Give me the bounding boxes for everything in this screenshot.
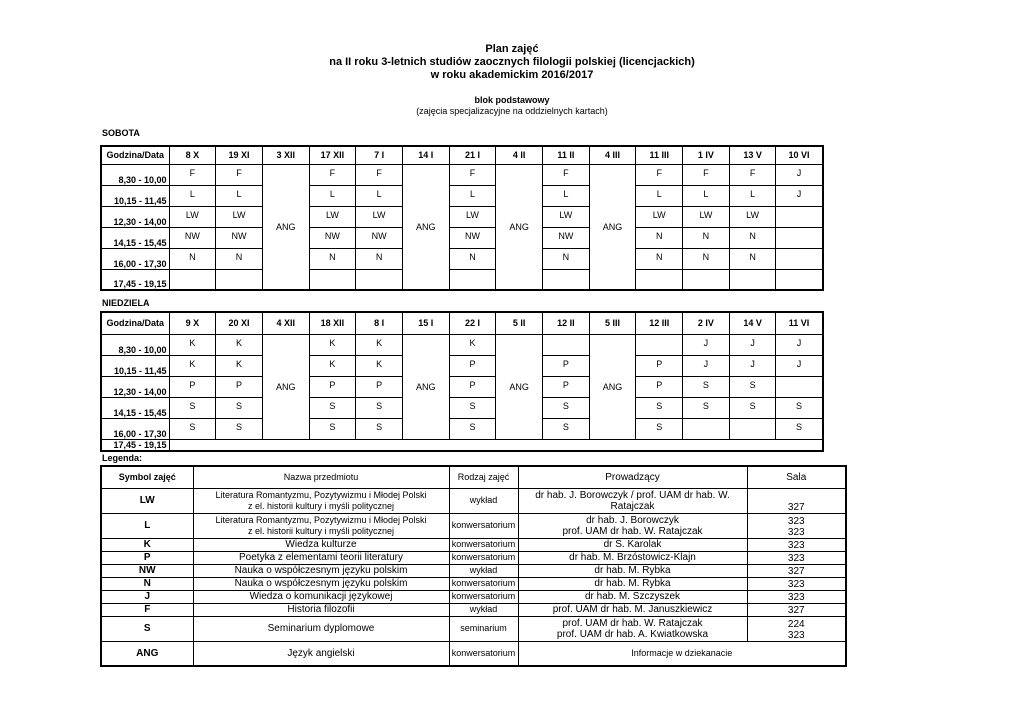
schedule-cell: K bbox=[169, 334, 216, 355]
ang-cell: ANG bbox=[402, 334, 449, 439]
legend-teacher: Informacje w dziekanacie bbox=[518, 641, 846, 666]
doc-title: Plan zajęć bbox=[485, 43, 539, 55]
schedule-cell bbox=[776, 376, 823, 397]
time-cell: 16,00 - 17,30 bbox=[101, 248, 169, 269]
schedule-cell bbox=[449, 269, 496, 290]
block-note: (zajęcia specjalizacyjne na oddzielnych kartach) bbox=[416, 106, 608, 116]
table-row bbox=[101, 227, 823, 248]
schedule-cell: K bbox=[309, 355, 356, 376]
header-row bbox=[101, 146, 823, 164]
legend-teacher: dr S. Karolak bbox=[518, 538, 747, 551]
legend-name bbox=[193, 488, 449, 513]
schedule-cell: S bbox=[169, 418, 216, 439]
schedule-cell: K bbox=[216, 334, 263, 355]
date-header: 11 II bbox=[543, 146, 590, 164]
legend-row bbox=[101, 590, 846, 603]
legend-row bbox=[101, 564, 846, 577]
schedule-cell: L bbox=[729, 185, 776, 206]
schedule-cell: S bbox=[729, 376, 776, 397]
schedule-cell bbox=[636, 269, 683, 290]
schedule-cell: F bbox=[309, 164, 356, 185]
schedule-cell: LW bbox=[216, 206, 263, 227]
legend-type: konwersatorium bbox=[449, 590, 518, 603]
date-header: 21 I bbox=[449, 146, 496, 164]
schedule-cell: P bbox=[449, 355, 496, 376]
schedule-cell: P bbox=[636, 376, 683, 397]
legend-type: konwersatorium bbox=[449, 551, 518, 564]
date-header: 20 XI bbox=[216, 312, 263, 334]
schedule-cell: J bbox=[776, 185, 823, 206]
schedule-cell: S bbox=[776, 397, 823, 418]
legend-name: Nauka o współczesnym języku polskim bbox=[193, 577, 449, 590]
schedule-cell bbox=[636, 334, 683, 355]
schedule-cell: J bbox=[683, 355, 730, 376]
niedziela-label: NIEDZIELA bbox=[102, 298, 150, 308]
schedule-cell: P bbox=[356, 376, 403, 397]
schedule-cell: J bbox=[683, 334, 730, 355]
legend-header: Sala bbox=[747, 466, 846, 488]
schedule-cell: N bbox=[729, 227, 776, 248]
legend-symbol: J bbox=[101, 590, 193, 603]
legend-teacher bbox=[518, 616, 747, 641]
legend-teacher bbox=[518, 488, 747, 513]
legend-label: Legenda: bbox=[102, 453, 143, 463]
schedule-cell: N bbox=[449, 248, 496, 269]
time-cell: 12,30 - 14,00 bbox=[101, 206, 169, 227]
date-header: 13 V bbox=[729, 146, 776, 164]
corner-header: Godzina/Data bbox=[101, 146, 169, 164]
schedule-cell: F bbox=[449, 164, 496, 185]
schedule-cell: S bbox=[636, 397, 683, 418]
date-header: 8 I bbox=[356, 312, 403, 334]
legend-row bbox=[101, 538, 846, 551]
legend-room: 323 bbox=[747, 551, 846, 564]
legend-symbol: L bbox=[101, 513, 193, 538]
legend-row bbox=[101, 551, 846, 564]
schedule-cell: N bbox=[216, 248, 263, 269]
schedule-cell bbox=[356, 269, 403, 290]
time-cell: 8,30 - 10,00 bbox=[101, 334, 169, 355]
schedule-cell bbox=[543, 269, 590, 290]
legend-symbol: K bbox=[101, 538, 193, 551]
schedule-cell: NW bbox=[216, 227, 263, 248]
date-header: 15 I bbox=[402, 312, 449, 334]
legend-row bbox=[101, 513, 846, 538]
legend-type: seminarium bbox=[449, 616, 518, 641]
legend-symbol: F bbox=[101, 603, 193, 616]
date-header: 3 XII bbox=[262, 146, 309, 164]
ang-cell: ANG bbox=[402, 164, 449, 290]
schedule-cell: K bbox=[449, 334, 496, 355]
legend-row bbox=[101, 577, 846, 590]
legend-name: Wiedza o komunikacji językowej bbox=[193, 590, 449, 603]
time-cell: 10,15 - 11,45 bbox=[101, 185, 169, 206]
legend-symbol: S bbox=[101, 616, 193, 641]
schedule-cell bbox=[776, 206, 823, 227]
schedule-cell: F bbox=[543, 164, 590, 185]
table-row bbox=[101, 376, 823, 397]
schedule-cell: F bbox=[636, 164, 683, 185]
schedule-cell: S bbox=[356, 397, 403, 418]
legend-type: konwersatorium bbox=[449, 641, 518, 666]
legend-room: 323 bbox=[747, 538, 846, 551]
table-row bbox=[101, 248, 823, 269]
schedule-cell: J bbox=[776, 164, 823, 185]
schedule-cell: F bbox=[216, 164, 263, 185]
schedule-cell: LW bbox=[683, 206, 730, 227]
legend-name: Język angielski bbox=[193, 641, 449, 666]
schedule-cell: K bbox=[356, 355, 403, 376]
legend-teacher-line: prof. UAM dr hab. W. Ratajczak bbox=[562, 525, 703, 537]
ang-cell: ANG bbox=[262, 164, 309, 290]
ang-cell: ANG bbox=[262, 334, 309, 439]
date-header: 4 XII bbox=[262, 312, 309, 334]
legend-row bbox=[101, 616, 846, 641]
legend-name: Seminarium dyplomowe bbox=[193, 616, 449, 641]
schedule-cell bbox=[543, 334, 590, 355]
date-header: 8 X bbox=[169, 146, 216, 164]
schedule-cell: L bbox=[309, 185, 356, 206]
schedule-cell: L bbox=[543, 185, 590, 206]
schedule-cell: J bbox=[776, 355, 823, 376]
legend-row bbox=[101, 488, 846, 513]
schedule-cell: P bbox=[169, 376, 216, 397]
schedule-cell: F bbox=[169, 164, 216, 185]
legend-name: Historia filozofii bbox=[193, 603, 449, 616]
schedule-cell: L bbox=[216, 185, 263, 206]
schedule-cell: N bbox=[636, 227, 683, 248]
schedule-cell: LW bbox=[543, 206, 590, 227]
legend-room bbox=[747, 513, 846, 538]
schedule-cell: LW bbox=[169, 206, 216, 227]
schedule-cell: L bbox=[356, 185, 403, 206]
schedule-cell: S bbox=[309, 397, 356, 418]
schedule-cell: S bbox=[683, 376, 730, 397]
legend-name: Wiedza kulturze bbox=[193, 538, 449, 551]
legend-header: Nazwa przedmiotu bbox=[193, 466, 449, 488]
date-header: 11 VI bbox=[776, 312, 823, 334]
schedule-cell: LW bbox=[449, 206, 496, 227]
date-header: 11 III bbox=[636, 146, 683, 164]
schedule-cell: F bbox=[683, 164, 730, 185]
schedule-cell bbox=[776, 248, 823, 269]
time-cell: 14,15 - 15,45 bbox=[101, 227, 169, 248]
schedule-cell: L bbox=[636, 185, 683, 206]
date-header: 18 XII bbox=[309, 312, 356, 334]
table-row bbox=[101, 269, 823, 290]
schedule-cell: N bbox=[543, 248, 590, 269]
schedule-cell: S bbox=[776, 418, 823, 439]
schedule-cell: NW bbox=[543, 227, 590, 248]
date-header: 12 II bbox=[543, 312, 590, 334]
time-cell: 8,30 - 10,00 bbox=[101, 164, 169, 185]
schedule-cell: K bbox=[309, 334, 356, 355]
schedule-cell bbox=[729, 269, 776, 290]
legend-type: konwersatorium bbox=[449, 538, 518, 551]
schedule-cell: P bbox=[543, 376, 590, 397]
time-cell: 14,15 - 15,45 bbox=[101, 397, 169, 418]
schedule-cell: N bbox=[169, 248, 216, 269]
schedule-cell: S bbox=[636, 418, 683, 439]
legend-teacher: dr hab. M. Rybka bbox=[518, 577, 747, 590]
date-header: 4 III bbox=[589, 146, 636, 164]
schedule-cell: J bbox=[776, 334, 823, 355]
schedule-cell: NW bbox=[449, 227, 496, 248]
time-cell: 16,00 - 17,30 bbox=[101, 418, 169, 439]
schedule-cell: P bbox=[216, 376, 263, 397]
legend-teacher: dr hab. M. Szczyszek bbox=[518, 590, 747, 603]
legend-type: wykład bbox=[449, 603, 518, 616]
schedule-cell bbox=[683, 418, 730, 439]
schedule-cell: J bbox=[729, 355, 776, 376]
legend-teacher-line: prof. UAM dr hab. W. Ratajczak bbox=[562, 617, 703, 629]
legend-symbol: P bbox=[101, 551, 193, 564]
schedule-cell bbox=[169, 269, 216, 290]
legend-teacher: dr hab. M. Rybka bbox=[518, 564, 747, 577]
legend-name bbox=[193, 513, 449, 538]
schedule-cell: L bbox=[169, 185, 216, 206]
date-header: 14 I bbox=[402, 146, 449, 164]
time-cell: 17,45 - 19,15 bbox=[101, 439, 169, 451]
doc-subtitle: na II roku 3-letnich studiów zaocznych filologii polskiej (licencjackich) bbox=[329, 56, 695, 68]
ang-cell: ANG bbox=[589, 334, 636, 439]
date-header: 4 II bbox=[496, 146, 543, 164]
legend-header: Prowadzący bbox=[518, 466, 747, 488]
schedule-cell: N bbox=[683, 227, 730, 248]
schedule-cell: K bbox=[169, 355, 216, 376]
schedule-cell: LW bbox=[356, 206, 403, 227]
schedule-cell: P bbox=[543, 355, 590, 376]
legend-symbol: ANG bbox=[101, 641, 193, 666]
schedule-cell: S bbox=[169, 397, 216, 418]
schedule-cell: S bbox=[543, 397, 590, 418]
date-header: 19 XI bbox=[216, 146, 263, 164]
legend-room: 327 bbox=[747, 564, 846, 577]
date-header: 10 VI bbox=[776, 146, 823, 164]
niedziela-table bbox=[100, 311, 824, 452]
schedule-cell: L bbox=[449, 185, 496, 206]
legend-type: wykład bbox=[449, 488, 518, 513]
schedule-cell: N bbox=[309, 248, 356, 269]
time-cell: 10,15 - 11,45 bbox=[101, 355, 169, 376]
time-cell: 12,30 - 14,00 bbox=[101, 376, 169, 397]
legend-room: 327 bbox=[747, 488, 846, 513]
schedule-cell: S bbox=[683, 397, 730, 418]
legend-room: 323 bbox=[747, 590, 846, 603]
date-header: 5 II bbox=[496, 312, 543, 334]
schedule-cell: S bbox=[216, 397, 263, 418]
legend-teacher: prof. UAM dr hab. M. Januszkiewicz bbox=[518, 603, 747, 616]
schedule-cell bbox=[309, 269, 356, 290]
legend-name: Nauka o współczesnym języku polskim bbox=[193, 564, 449, 577]
date-header: 9 X bbox=[169, 312, 216, 334]
legend-teacher-line: Ratajczak bbox=[610, 500, 655, 512]
schedule-cell: N bbox=[729, 248, 776, 269]
table-row bbox=[101, 397, 823, 418]
schedule-cell: NW bbox=[356, 227, 403, 248]
schedule-cell: L bbox=[683, 185, 730, 206]
date-header: 7 I bbox=[356, 146, 403, 164]
schedule-cell: S bbox=[449, 418, 496, 439]
table-row bbox=[101, 164, 823, 185]
date-header: 12 III bbox=[636, 312, 683, 334]
date-header: 1 IV bbox=[683, 146, 730, 164]
legend-teacher: dr hab. M. Brzóstowicz-Klajn bbox=[518, 551, 747, 564]
schedule-cell bbox=[216, 269, 263, 290]
sobota-table bbox=[100, 145, 824, 291]
table-row bbox=[101, 355, 823, 376]
blank-area bbox=[169, 439, 823, 451]
schedule-cell: P bbox=[636, 355, 683, 376]
corner-header: Godzina/Data bbox=[101, 312, 169, 334]
schedule-cell: N bbox=[356, 248, 403, 269]
legend-header: Symbol zajęć bbox=[101, 466, 193, 488]
legend-room bbox=[747, 616, 846, 641]
table-row bbox=[101, 206, 823, 227]
schedule-cell: NW bbox=[169, 227, 216, 248]
schedule-cell bbox=[683, 269, 730, 290]
table-row bbox=[101, 185, 823, 206]
legend-type: konwersatorium bbox=[449, 577, 518, 590]
legend-room-line: 323 bbox=[787, 515, 805, 527]
legend-row bbox=[101, 641, 846, 666]
schedule-cell: LW bbox=[729, 206, 776, 227]
legend-symbol: LW bbox=[101, 488, 193, 513]
legend-name-line: Literatura Romantyzmu, Pozytywizmu i Młodej Polski bbox=[215, 489, 427, 500]
schedule-cell: K bbox=[216, 355, 263, 376]
legend-teacher-line: dr hab. J. Borowczyk / prof. UAM dr hab. W. bbox=[535, 489, 730, 501]
legend-name-line: z el. historii kultury i myśli politycznej bbox=[247, 500, 395, 511]
schedule-cell: K bbox=[356, 334, 403, 355]
schedule-cell: S bbox=[449, 397, 496, 418]
legend-teacher-line: prof. UAM dr hab. A. Kwiatkowska bbox=[556, 628, 709, 640]
schedule-cell: S bbox=[309, 418, 356, 439]
header-row bbox=[101, 312, 823, 334]
legend-room: 327 bbox=[747, 603, 846, 616]
date-header: 2 IV bbox=[683, 312, 730, 334]
legend-symbol: NW bbox=[101, 564, 193, 577]
date-header: 22 I bbox=[449, 312, 496, 334]
schedule-cell: S bbox=[216, 418, 263, 439]
sobota-label: SOBOTA bbox=[102, 128, 140, 138]
legend-name-line: Literatura Romantyzmu, Pozytywizmu i Młodej Polski bbox=[215, 514, 427, 525]
legend-type: konwersatorium bbox=[449, 513, 518, 538]
date-header: 14 V bbox=[729, 312, 776, 334]
schedule-cell: S bbox=[729, 397, 776, 418]
legend-teacher bbox=[518, 513, 747, 538]
legend-symbol: N bbox=[101, 577, 193, 590]
schedule-cell: S bbox=[356, 418, 403, 439]
schedule-cell: S bbox=[543, 418, 590, 439]
schedule-cell: N bbox=[636, 248, 683, 269]
schedule-cell: NW bbox=[309, 227, 356, 248]
table-row bbox=[101, 418, 823, 439]
legend-name: Poetyka z elementami teorii literatury bbox=[193, 551, 449, 564]
schedule-cell: N bbox=[683, 248, 730, 269]
schedule-cell: F bbox=[729, 164, 776, 185]
table-row bbox=[101, 439, 823, 451]
legend-teacher-line: dr hab. J. Borowczyk bbox=[586, 514, 679, 526]
legend-room-line: 323 bbox=[787, 629, 805, 641]
block-title: blok podstawowy bbox=[474, 95, 550, 105]
legend-room-line: 224 bbox=[787, 618, 805, 630]
date-header: 17 XII bbox=[309, 146, 356, 164]
schedule-cell bbox=[776, 269, 823, 290]
time-cell: 17,45 - 19,15 bbox=[101, 269, 169, 290]
table-row bbox=[101, 334, 823, 355]
legend-table bbox=[100, 465, 847, 667]
schedule-cell: LW bbox=[309, 206, 356, 227]
schedule-cell bbox=[729, 418, 776, 439]
schedule-cell: P bbox=[449, 376, 496, 397]
schedule-cell: F bbox=[356, 164, 403, 185]
legend-room: 323 bbox=[747, 577, 846, 590]
legend-type: wykład bbox=[449, 564, 518, 577]
schedule-cell: LW bbox=[636, 206, 683, 227]
ang-cell: ANG bbox=[589, 164, 636, 290]
doc-year: w roku akademickim 2016/2017 bbox=[430, 69, 594, 81]
legend-header-row bbox=[101, 466, 846, 488]
schedule-cell: J bbox=[729, 334, 776, 355]
legend-name-line: z el. historii kultury i myśli politycznej bbox=[247, 525, 395, 536]
legend-room-line: 323 bbox=[787, 526, 805, 538]
schedule-cell bbox=[776, 227, 823, 248]
date-header: 5 III bbox=[589, 312, 636, 334]
ang-cell: ANG bbox=[496, 334, 543, 439]
legend-header: Rodzaj zajęć bbox=[449, 466, 518, 488]
legend-row bbox=[101, 603, 846, 616]
ang-cell: ANG bbox=[496, 164, 543, 290]
schedule-cell: P bbox=[309, 376, 356, 397]
